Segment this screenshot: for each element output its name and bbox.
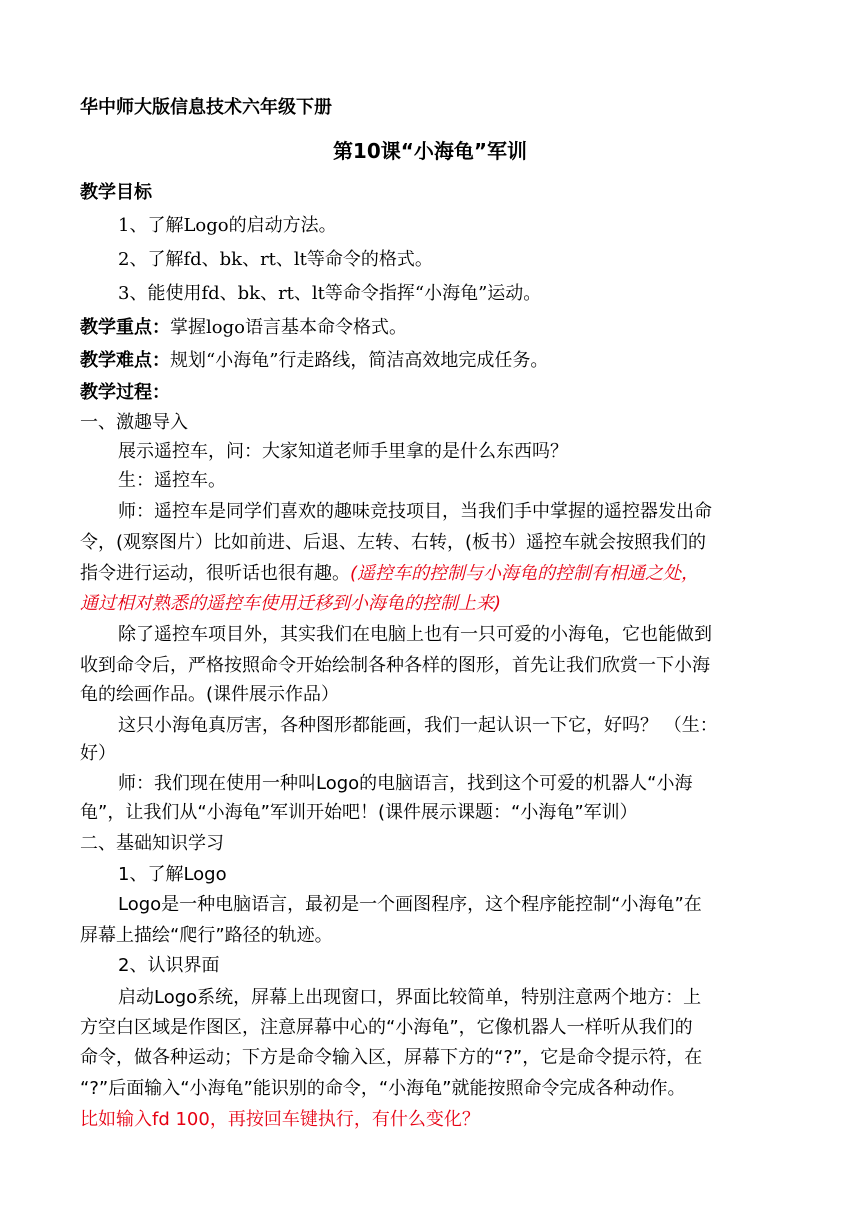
paragraph-line: Logo是一种电脑语言，最初是一个画图程序，这个程序能控制“小海龟”在 <box>118 894 702 915</box>
subsection-heading: 1、了解Logo <box>118 864 227 885</box>
objective-item: 1、了解Logo的启动方法。 <box>118 215 337 236</box>
key-point <box>80 316 407 340</box>
paragraph-line: 这只小海龟真厉害，各种图形都能画，我们一起认识一下它，好吗？ （生： <box>118 715 718 736</box>
key-point-text: 掌握logo语言基本命令格式。 <box>170 317 407 338</box>
paragraph-line: 启动Logo系统，屏幕上出现窗口，界面比较简单，特别注意两个地方：上 <box>118 987 702 1008</box>
difficulty-text: 规划“小海龟”行走路线，简洁高效地完成任务。 <box>170 350 549 371</box>
paragraph-line: 展示遥控车，问：大家知道老师手里拿的是什么东西吗？ <box>118 441 568 462</box>
paragraph-line: 好） <box>80 743 116 764</box>
paragraph-line: 龟的绘画作品。(课件展示作品） <box>80 684 340 705</box>
paragraph-line: 令，(观察图片）比如前进、后退、左转、右转，(板书）遥控车就会按照我们的 <box>80 532 707 553</box>
objective-item: 3、能使用fd、bk、rt、lt等命令指挥“小海龟”运动。 <box>118 283 542 304</box>
subsection-heading: 2、认识界面 <box>118 955 220 976</box>
paragraph-line: 龟”，让我们从“小海龟”军训开始吧！(课件展示课题：“小海龟”军训） <box>80 802 638 823</box>
difficulty <box>80 349 548 373</box>
paragraph-line: 师：遥控车是同学们喜欢的趣味竞技项目，当我们手中掌握的遥控器发出命 <box>118 501 712 522</box>
paragraph-line: 师：我们现在使用一种叫Logo的电脑语言，找到这个可爱的机器人“小海 <box>118 773 693 794</box>
paragraph-line <box>80 562 699 586</box>
document-header: 华中师大版信息技术六年级下册 <box>80 97 332 118</box>
objective-item: 2、了解fd、bk、rt、lt等命令的格式。 <box>118 249 433 270</box>
paragraph-line: 命令，做各种运动；下方是命令输入区，屏幕下方的“?”，它是命令提示符，在 <box>80 1047 703 1068</box>
red-emphasis-line: 比如输入fd 100，再按回车键执行，有什么变化？ <box>80 1109 480 1130</box>
teacher-note: 通过相对熟悉的遥控车使用迁移到小海龟的控制上来) <box>80 593 502 614</box>
paragraph-line: 生：遥控车。 <box>118 470 226 491</box>
key-point-label: 教学重点： <box>80 317 170 338</box>
section2-heading: 二、基础知识学习 <box>80 833 224 854</box>
objectives-heading: 教学目标 <box>80 182 152 203</box>
paragraph-line: “?”后面输入“小海龟”能识别的命令，“小海龟”就能按照命令完成各种动作。 <box>80 1078 686 1099</box>
paragraph-line: 方空白区域是作图区，注意屏幕中心的“小海龟”，它像机器人一样听从我们的 <box>80 1017 693 1038</box>
paragraph-text: 指令进行运动，很听话也很有趣。 <box>80 563 350 584</box>
process-heading: 教学过程： <box>80 382 170 403</box>
lesson-title: 第10课“小海龟”军训 <box>332 139 528 163</box>
section1-heading: 一、激趣导入 <box>80 412 188 433</box>
paragraph-line: 屏幕上描绘“爬行”路径的轨迹。 <box>80 925 333 946</box>
paragraph-line: 收到命令后，严格按照命令开始绘制各种各样的图形，首先让我们欣赏一下小海 <box>80 655 710 676</box>
teacher-note: (遥控车的控制与小海龟的控制有相通之处， <box>350 563 700 584</box>
difficulty-label: 教学难点： <box>80 350 170 371</box>
paragraph-line: 除了遥控车项目外，其实我们在电脑上也有一只可爱的小海龟，它也能做到 <box>118 624 712 645</box>
